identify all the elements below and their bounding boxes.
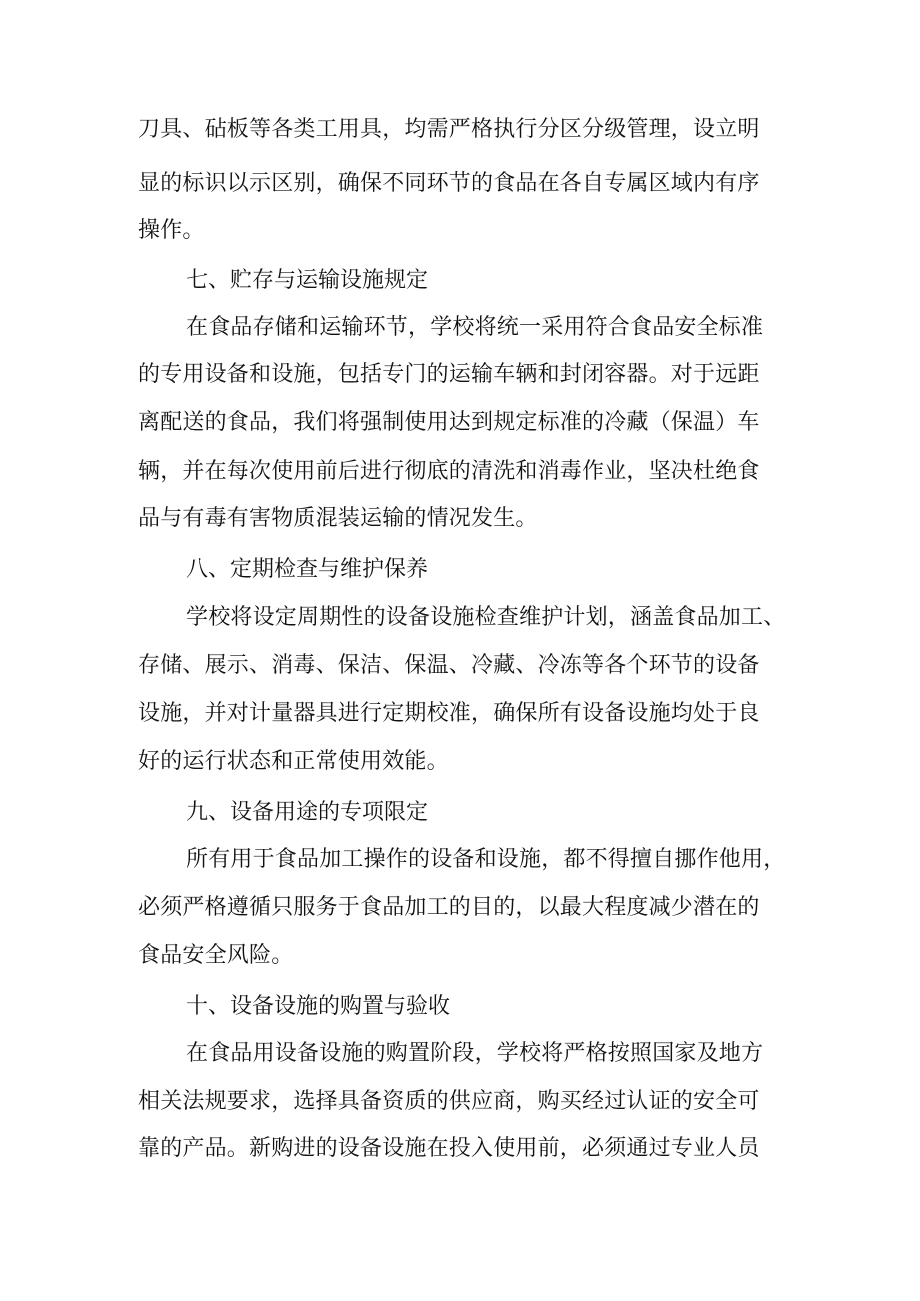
paragraph-line: 辆，并在每次使用前后进行彻底的清洗和消毒作业，坚决杜绝食 xyxy=(138,459,760,484)
paragraph-line: 显的标识以示区别，确保不同环节的食品在各自专属区域内有序 xyxy=(138,171,760,196)
paragraph-line: 在食品存储和运输环节，学校将统一采用符合食品安全标准 xyxy=(186,315,764,340)
paragraph-line: 好的运行状态和正常使用效能。 xyxy=(138,749,449,774)
section-heading-8: 八、定期检查与维护保养 xyxy=(186,557,429,582)
paragraph-line: 相关法规要求，选择具备资质的供应商，购买经过认证的安全可 xyxy=(138,1089,760,1114)
paragraph-line: 的专用设备和设施，包括专门的运输车辆和封闭容器。对于远距 xyxy=(138,362,760,387)
paragraph-line: 设施，并对计量器具进行定期校准，确保所有设备设施均处于良 xyxy=(138,701,760,726)
paragraph-line: 离配送的食品，我们将强制使用达到规定标准的冷藏（保温）车 xyxy=(138,410,760,435)
paragraph-line: 靠的产品。新购进的设备设施在投入使用前，必须通过专业人员 xyxy=(138,1136,760,1161)
paragraph-line: 操作。 xyxy=(138,218,205,243)
section-heading-7: 七、贮存与运输设施规定 xyxy=(186,268,429,293)
paragraph-line: 所有用于食品加工操作的设备和设施，都不得擅自挪作他用， xyxy=(186,847,786,872)
section-heading-10: 十、设备设施的购置与验收 xyxy=(186,994,451,1019)
paragraph-line: 品与有毒有害物质混装运输的情况发生。 xyxy=(138,506,538,531)
paragraph-line: 刀具、砧板等各类工用具，均需严格执行分区分级管理，设立明 xyxy=(138,117,760,142)
paragraph-line: 食品安全风险。 xyxy=(138,943,294,968)
paragraph-line: 存储、展示、消毒、保洁、保温、冷藏、冷冻等各个环节的设备 xyxy=(138,653,760,678)
paragraph-line: 在食品用设备设施的购置阶段，学校将严格按照国家及地方 xyxy=(186,1041,764,1066)
paragraph-line: 必须严格遵循只服务于食品加工的目的，以最大程度减少潜在的 xyxy=(138,895,760,920)
section-heading-9: 九、设备用途的专项限定 xyxy=(186,800,429,825)
paragraph-line: 学校将设定周期性的设备设施检查维护计划，涵盖食品加工、 xyxy=(186,605,786,630)
